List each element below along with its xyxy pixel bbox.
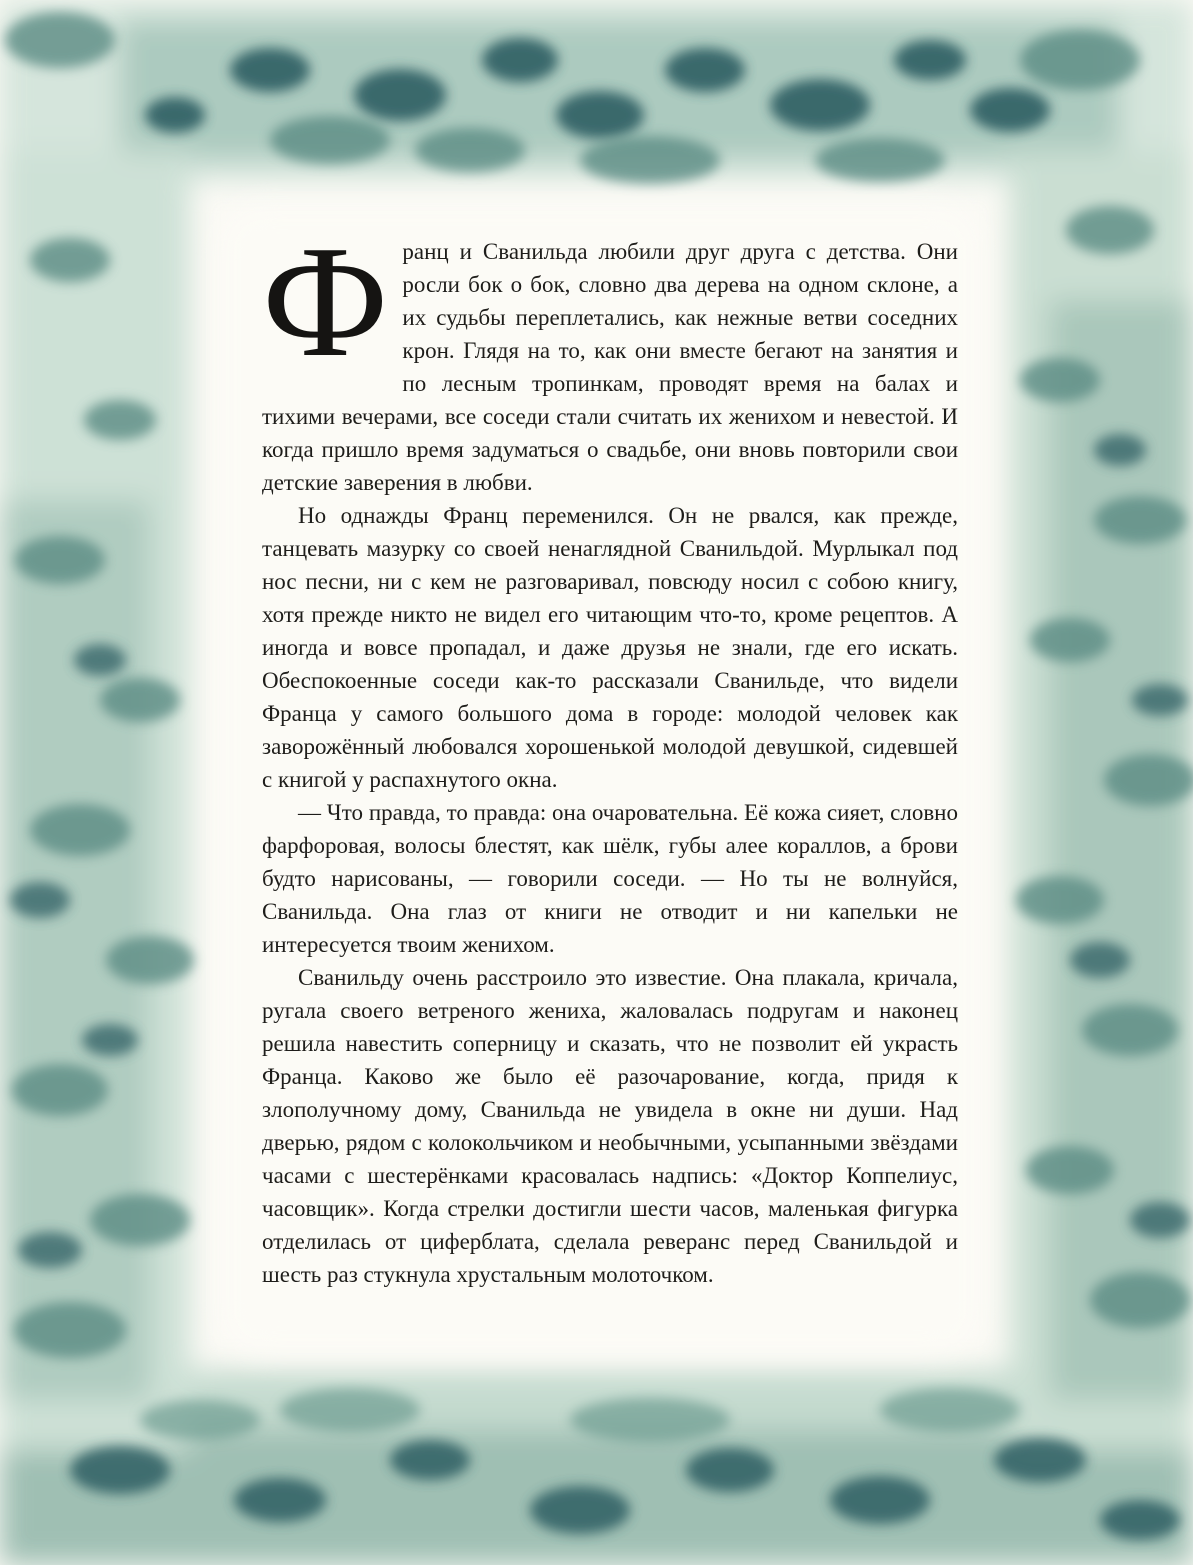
paragraph-4: Сванильду очень расстроило это известие. Она плакала, кричала, ругала своего ветреного жениха, жаловалась подругам и наконец решила навестить соперницу и сказать, что не позволит ей украсть Франца. Каково же было её разочарование, когда, придя к злополучному дому, Сванильда не увидела в окне ни души. Над дверью, рядом с колокольчиком и необычными, усыпанными звёздами часами с шестерёнками красовалась надпись: «Доктор Коппелиус, часовщик». Когда стрелки достигли шести часов, маленькая фигурка отделилась от циферблата, сделала реверанс перед Сванильдой и шесть раз стукнула хрустальным молоточком. <box>262 965 958 1287</box>
paragraph-1 <box>262 212 958 499</box>
paragraph-3: — Что правда, то правда: она очаровательна. Её кожа сияет, словно фарфоровая, волосы блестят, как шёлк, губы алее кораллов, а брови будто нарисованы, — говорили соседи. — Но ты не волнуйся, Сванильда. Она глаз от книги не отводит и ни капельки не интересуется твоим женихом. <box>262 800 958 957</box>
drop-cap: Ф <box>262 212 389 390</box>
paragraph-2: Но однажды Франц переменился. Он не рвался, как прежде, танцевать мазурку со своей ненаглядной Сванильдой. Мурлыкал под нос песни, ни с кем не разговаривал, повсюду носил с собою книгу, хотя прежде никто не видел его читающим что-то, кроме рецептов. А иногда и вовсе пропадал, и даже друзья не знали, где его искать. Обеспокоенные соседи как-то рассказали Сванильде, что видели Франца у самого большого дома в городе: молодой человек как заворожённый любовался хорошенькой молодой девушкой, сидевшей с книгой у распахнутого окна. <box>262 503 958 792</box>
story-text <box>262 212 958 1291</box>
paragraph-1-text: ранц и Сванильда любили друг друга с детства. Они росли бок о бок, словно два дерева на одном склоне, а их судьбы переплетались, как нежные ветви соседних крон. Глядя на то, как они вместе бегают на занятия и по лесным тропинкам, проводят время на балах и тихими вечерами, все соседи стали считать их женихом и невестой. И когда пришло время задуматься о свадьбе, они вновь повторили свои детские заверения в любви. <box>262 239 958 495</box>
